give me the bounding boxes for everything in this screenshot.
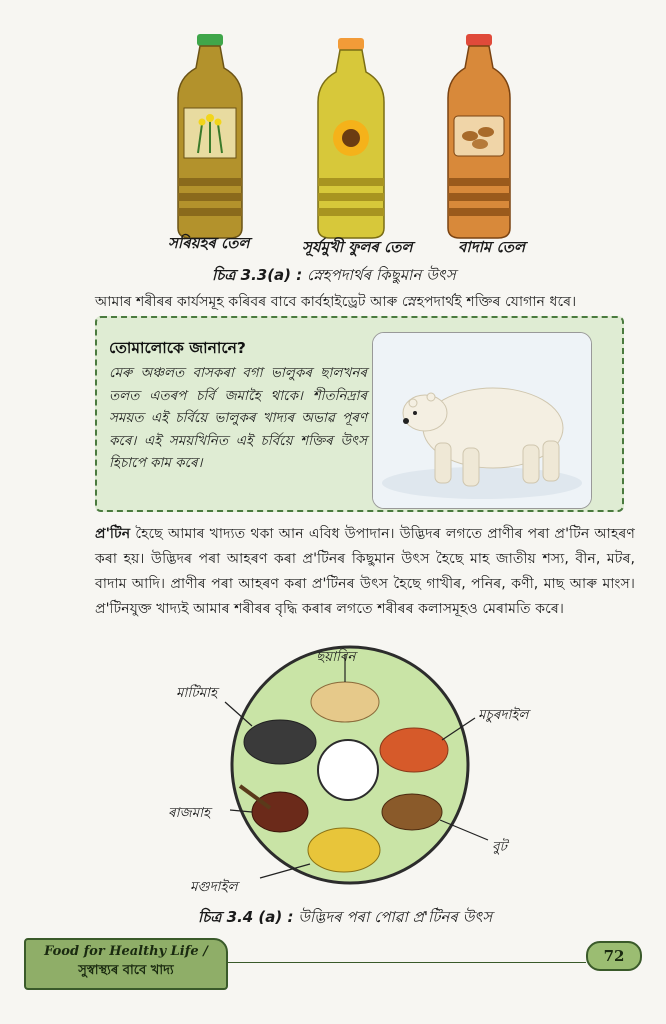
sunflower-icon: [333, 120, 369, 156]
but-label: বুট: [492, 839, 507, 855]
mugdal-label: মগুদাইল: [190, 879, 238, 895]
figure-caption-3-3a: চিত্ৰ 3.3(a) : স্নেহপদাৰ্থৰ কিছুমান উৎস: [212, 266, 456, 284]
groundnut-oil-label: বাদাম তেল: [458, 238, 525, 256]
sunflower-oil-bottle: [318, 38, 384, 238]
oil-bottles-figure: [150, 28, 550, 263]
chapter-title-en: Food for Healthy Life /: [44, 944, 208, 959]
paragraph-energy: আমাৰ শৰীৰৰ কাৰ্যসমূহ কৰিবৰ বাবে কাৰ্বহাইড্ৰেট আৰু স্নেহপদাৰ্থই শক্তিৰ যোগান ধৰে।: [95, 294, 577, 310]
figure-caption-3-4a: চিত্ৰ 3.4 (a) : উদ্ভিদৰ পৰা পোৱা প্ৰ'টিনৰ উৎস: [198, 908, 493, 926]
page-number: 72: [586, 941, 642, 971]
sunflower-oil-label: সূৰ্যমুখী ফুলৰ তেল: [302, 238, 413, 256]
footer-divider: [226, 962, 586, 963]
masurdal-label: মচুৰদাইল: [478, 707, 529, 723]
did-you-know-box: [95, 316, 624, 512]
chapter-footer-badge: [24, 938, 228, 990]
did-you-know-title: তোমালোকে জানানে?: [109, 339, 246, 357]
polar-bear-image: [372, 332, 592, 509]
paragraph-protein: প্ৰ'টিন হৈছে আমাৰ খাদ্যত থকা আন এবিধ উপাদান। উদ্ভিদৰ লগতে প্ৰাণীৰ পৰা প্ৰ'টিন আহৰণ কৰা হয়। উদ্ভিদৰ পৰা আহৰণ কৰা প্ৰ'টিনৰ কিছুমান উৎস হৈছে মাহ জাতীয় শস্য, বীন, মটৰ, বাদাম আদি। প্ৰাণীৰ পৰা আহৰণ কৰা প্ৰ'টিনৰ উৎস হৈছে গাখীৰ, পনিৰ, কণী, মাছ আৰু মাংস। প্ৰ'টিনযুক্ত খাদ্যই আমাৰ শৰীৰৰ বৃদ্ধি কৰাৰ লগতে শৰীৰৰ কলাসমূহও মেৰামতি কৰে।: [95, 526, 635, 617]
chapter-title-as: সুস্বাস্থ্যৰ বাবে খাদ্য: [78, 963, 174, 978]
protein-sources-plate: [170, 640, 570, 900]
mustard-oil-bottle: [178, 34, 242, 238]
groundnut-oil-bottle: [448, 34, 510, 238]
soybean-label: ছয়াবিন: [316, 649, 356, 665]
mustard-oil-label: সৰিয়হৰ তেল: [168, 234, 250, 252]
matimah-label: মাটিমাহ: [176, 685, 218, 701]
did-you-know-text: মেৰু অঞ্চলত বাসকৰা বগা ভালুকৰ ছালখনৰ তলত এতৰপ চৰ্বি জমাহৈ থাকে। শীতনিদ্ৰাৰ সময়ত এই চৰ্বিয়ে ভালুকৰ খাদ্যৰ অভাৱ পূৰণ কৰে। এই সময়খিনিত এই চৰ্বিয়ে শক্তিৰ উৎস হিচাপে কাম কৰে।: [109, 365, 367, 471]
rajmah-label: ৰাজমাহ: [168, 805, 211, 821]
